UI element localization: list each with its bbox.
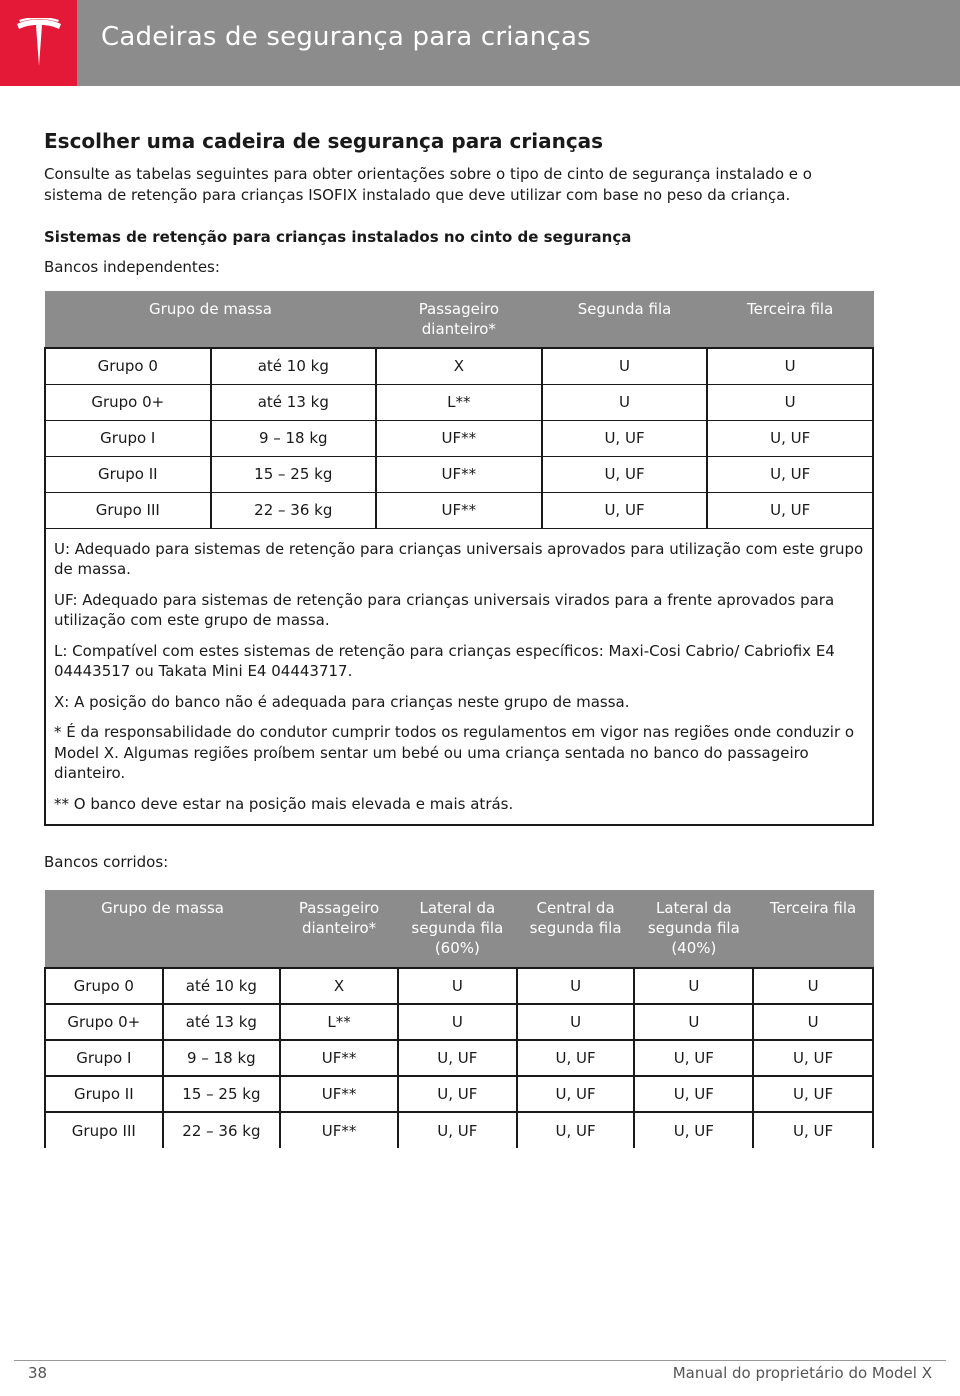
- table-cell: U, UF: [753, 1076, 873, 1112]
- table-cell: Grupo 0: [45, 348, 211, 384]
- table-cell: X: [376, 348, 542, 384]
- note-l: L: Compatível com estes sistemas de retenção para crianças específicos: Maxi-Cosi Cabrio/ Cabriofix E4 04443517 ou Takata Mini E4 04443717.: [54, 641, 835, 680]
- table-cell: U, UF: [398, 1112, 517, 1148]
- table-row: [45, 1076, 873, 1112]
- table-row: [45, 1112, 873, 1148]
- table2-header: Central da segunda fila: [517, 890, 635, 968]
- table-cell: até 13 kg: [163, 1004, 281, 1040]
- table2-header: Passageiro dianteiro*: [280, 890, 398, 968]
- table-cell: U: [634, 968, 753, 1004]
- table-cell: Grupo II: [45, 456, 211, 492]
- table-cell: UF**: [280, 1076, 398, 1112]
- independent-seats-table: [44, 291, 874, 826]
- table-cell: U, UF: [707, 420, 873, 456]
- table-cell: até 10 kg: [163, 968, 281, 1004]
- table-row: [45, 420, 873, 456]
- table-row: [45, 1004, 873, 1040]
- table2-header: Lateral da segunda fila (40%): [634, 890, 753, 968]
- table-cell: U, UF: [517, 1112, 635, 1148]
- table-cell: U: [634, 1004, 753, 1040]
- table-cell: U, UF: [634, 1112, 753, 1148]
- table2-header: Grupo de massa: [45, 890, 280, 968]
- table-cell: até 10 kg: [211, 348, 376, 384]
- intro-paragraph: Consulte as tabelas seguintes para obter orientações sobre o tipo de cinto de segurança instalado e o sistema de retenção para crianças ISOFIX instalado que deve utilizar com base no peso da criança.: [44, 165, 812, 204]
- table-cell: Grupo I: [45, 420, 211, 456]
- table1-header: Grupo de massa: [45, 291, 376, 348]
- footer-title: Manual do proprietário do Model X: [672, 1364, 932, 1382]
- table-cell: UF**: [376, 492, 542, 528]
- table-cell: Grupo III: [45, 1112, 163, 1148]
- table-cell: UF**: [280, 1040, 398, 1076]
- note-x: X: A posição do banco não é adequada para crianças neste grupo de massa.: [54, 692, 630, 711]
- notes-cell: [45, 528, 873, 825]
- table-cell: U: [707, 348, 873, 384]
- page-number: 38: [28, 1364, 48, 1382]
- table-cell: 22 – 36 kg: [163, 1112, 281, 1148]
- table2-header: Lateral da segunda fila (60%): [398, 890, 517, 968]
- table-cell: 15 – 25 kg: [163, 1076, 281, 1112]
- logo-box: [0, 0, 77, 86]
- content: [44, 128, 874, 1148]
- table1-label: Bancos independentes:: [44, 258, 220, 276]
- table1-header-row: [45, 291, 873, 348]
- table-cell: U, UF: [634, 1076, 753, 1112]
- table-cell: U, UF: [517, 1076, 635, 1112]
- table-cell: Grupo III: [45, 492, 211, 528]
- table-cell: Grupo II: [45, 1076, 163, 1112]
- table-cell: 22 – 36 kg: [211, 492, 376, 528]
- table-cell: U: [707, 384, 873, 420]
- table-cell: U, UF: [398, 1076, 517, 1112]
- table-row: [45, 456, 873, 492]
- header-title: Cadeiras de segurança para crianças: [101, 22, 591, 52]
- table-cell: U, UF: [517, 1040, 635, 1076]
- footer-divider: [14, 1360, 946, 1361]
- table-cell: 9 – 18 kg: [163, 1040, 281, 1076]
- table-cell: U: [517, 968, 635, 1004]
- table-cell: U, UF: [707, 456, 873, 492]
- table1-header: Segunda fila: [542, 291, 708, 348]
- note-double-asterisk: ** O banco deve estar na posição mais elevada e mais atrás.: [54, 794, 514, 813]
- note-asterisk: * É da responsabilidade do condutor cumprir todos os regulamentos em vigor nas regiões onde conduzir o Model X. Algumas regiões proíbem sentar um bebé ou uma criança sentada no banco do passageiro dianteiro.: [54, 723, 855, 782]
- tesla-logo-icon: [15, 18, 63, 68]
- table-cell: UF**: [376, 420, 542, 456]
- bench-seats-table: [44, 890, 874, 1148]
- table-cell: U: [542, 384, 708, 420]
- table1-header: Terceira fila: [707, 291, 873, 348]
- table-row: [45, 348, 873, 384]
- table-row: [45, 968, 873, 1004]
- table2-label: Bancos corridos:: [44, 853, 169, 871]
- table-row: [45, 1040, 873, 1076]
- table-cell: U: [398, 968, 517, 1004]
- table-cell: U, UF: [542, 492, 708, 528]
- table-cell: Grupo 0+: [45, 1004, 163, 1040]
- table2-header-row: [45, 890, 873, 968]
- table-cell: UF**: [280, 1112, 398, 1148]
- table-cell: 15 – 25 kg: [211, 456, 376, 492]
- table-cell: U, UF: [753, 1112, 873, 1148]
- note-u: U: Adequado para sistemas de retenção para crianças universais aprovados para utilização com este grupo de massa.: [54, 539, 864, 578]
- table-row: [45, 492, 873, 528]
- table-cell: U: [753, 1004, 873, 1040]
- table1-header: Passageiro dianteiro*: [376, 291, 542, 348]
- table2-header: Terceira fila: [753, 890, 873, 968]
- table-cell: até 13 kg: [211, 384, 376, 420]
- table-cell: U: [398, 1004, 517, 1040]
- table-cell: X: [280, 968, 398, 1004]
- table-cell: Grupo 0+: [45, 384, 211, 420]
- table-cell: L**: [280, 1004, 398, 1040]
- page-header: [0, 0, 960, 86]
- table-cell: U, UF: [707, 492, 873, 528]
- table-cell: 9 – 18 kg: [211, 420, 376, 456]
- table-cell: Grupo 0: [45, 968, 163, 1004]
- note-uf: UF: Adequado para sistemas de retenção para crianças universais virados para a frente aprovados para utilização com este grupo de massa.: [54, 590, 835, 629]
- table-cell: Grupo I: [45, 1040, 163, 1076]
- table-cell: U: [542, 348, 708, 384]
- subheading: Sistemas de retenção para crianças instalados no cinto de segurança: [44, 228, 632, 246]
- table-cell: U, UF: [753, 1040, 873, 1076]
- table-row: [45, 384, 873, 420]
- table-cell: L**: [376, 384, 542, 420]
- table-cell: U, UF: [542, 456, 708, 492]
- table-cell: U: [753, 968, 873, 1004]
- table-cell: U, UF: [398, 1040, 517, 1076]
- notes-row: [45, 528, 873, 825]
- table-cell: U, UF: [542, 420, 708, 456]
- section-title: Escolher uma cadeira de segurança para crianças: [44, 129, 604, 153]
- table-cell: UF**: [376, 456, 542, 492]
- table-cell: U, UF: [634, 1040, 753, 1076]
- table-cell: U: [517, 1004, 635, 1040]
